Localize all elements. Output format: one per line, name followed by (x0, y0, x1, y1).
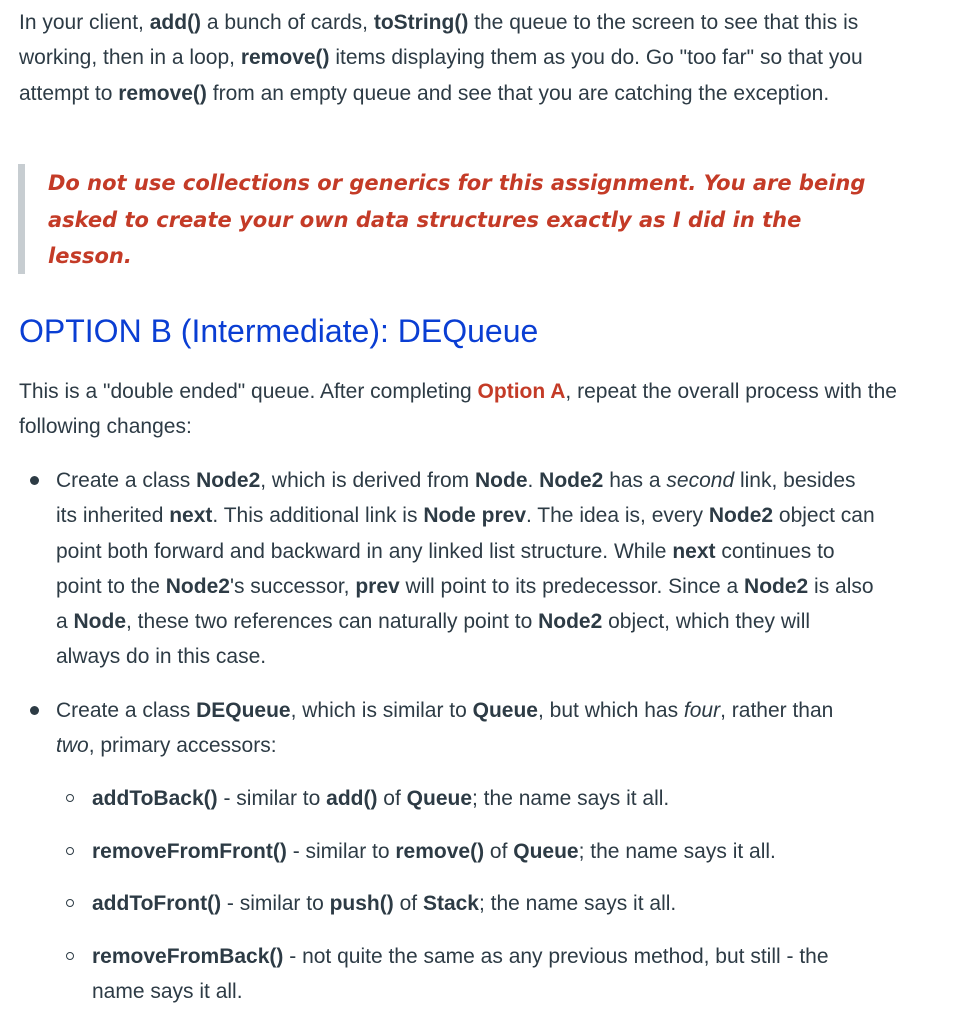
circle-bullet-icon (66, 952, 74, 960)
method-item-remove-from-back: removeFromBack() - not quite the same as any previous method, but still - the name says it all. (92, 939, 882, 1010)
method-item-add-to-front: addToFront() - similar to push() of Stack; the name says it all. (92, 886, 882, 921)
method-item-add-to-back: addToBack() - similar to add() of Queue; the name says it all. (92, 781, 882, 816)
warning-callout (18, 164, 905, 274)
bullet-icon (30, 476, 39, 485)
list-item-node2: Create a class Node2, which is derived from Node. Node2 has a second link, besides its inherited next. This additional link is Node prev. The idea is, every Node2 object can point both forward and backward in any linked list structure. While next continues to point to the Node2's successor, prev will point to its predecessor. Since a Node2 is also a Node, these two references can naturally point to Node2 object, which they will always do in this case. (56, 463, 876, 675)
circle-bullet-icon (66, 847, 74, 855)
list-item-dequeue: Create a class DEQueue, which is similar to Queue, but which has four, rather than two, primary accessors: (56, 693, 876, 764)
circle-bullet-icon (66, 899, 74, 907)
option-b-heading: OPTION B (Intermediate): DEQueue (19, 313, 539, 349)
circle-bullet-icon (66, 794, 74, 802)
option-a-reference: Option A (477, 380, 566, 403)
warning-callout-text: Do not use collections or generics for this assignment. You are being asked to create your own data structures exactly as I did in the lesson. (48, 171, 866, 268)
option-b-intro: This is a "double ended" queue. After completing Option A, repeat the overall process with the following changes: (19, 380, 897, 439)
bullet-icon (30, 706, 39, 715)
method-item-remove-from-front: removeFromFront() - similar to remove() of Queue; the name says it all. (92, 834, 882, 869)
intro-paragraph: In your client, add() a bunch of cards, toString() the queue to the screen to see that this is working, then in a loop, remove() items displaying them as you do. Go "too far" so that you attempt to remove() from an empty queue and see that you are catching the exception. (19, 11, 863, 105)
